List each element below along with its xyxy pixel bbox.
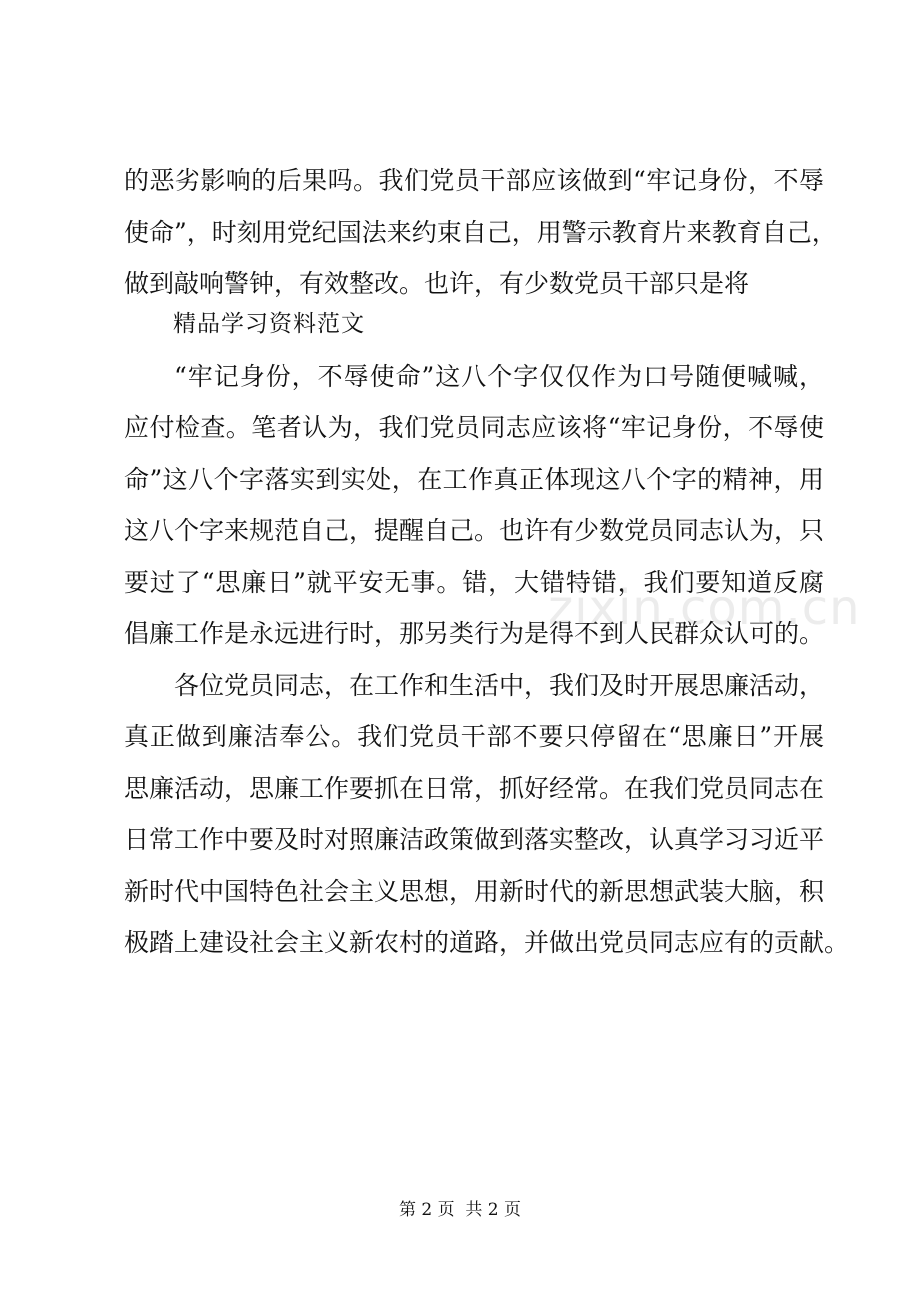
- paragraph-line: 日常工作中要及时对照廉洁政策做到落实整改，认真学习习近平: [124, 825, 825, 854]
- paragraph-line: 新时代中国特色社会主义思想，用新时代的新思想武装大脑，积: [124, 877, 825, 906]
- section-caption: 精品学习资料范文: [173, 311, 365, 337]
- paragraph-line: 要过了“思廉日”就平安无事。错，大错特错，我们要知道反腐: [124, 568, 824, 597]
- paragraph-line: 的恶劣影响的后果吗。我们党员干部应该做到“牢记身份，不辱: [124, 166, 824, 195]
- paragraph-line: 命”这八个字落实到实处，在工作真正体现这八个字的精神，用: [124, 465, 824, 494]
- paragraph-line: 极踏上建设社会主义新农村的道路，并做出党员同志应有的贡献。: [124, 928, 850, 957]
- paragraph-line: 做到敲响警钟，有效整改。也许，有少数党员干部只是将: [124, 269, 750, 298]
- page-footer: 第 2 页 共 2 页: [398, 1200, 522, 1220]
- paragraph-line: 各位党员同志，在工作和生活中，我们及时开展思廉活动，: [174, 671, 825, 700]
- watermark: zixin.com.cn: [548, 580, 861, 636]
- paragraph-line: 倡廉工作是永远进行时，那另类行为是得不到人民群众认可的。: [124, 619, 825, 648]
- paragraph-line: 应付检查。笔者认为，我们党员同志应该将“牢记身份，不辱使: [124, 413, 824, 442]
- paragraph-line: 使命”，时刻用党纪国法来约束自己，用警示教育片来教育自己，: [124, 218, 837, 247]
- paragraph-line: 这八个字来规范自己，提醒自己。也许有少数党员同志认为，只: [124, 516, 825, 545]
- paragraph-line: “牢记身份，不辱使命”这八个字仅仅作为口号随便喊喊，: [174, 362, 824, 391]
- paragraph-line: 真正做到廉洁奉公。我们党员干部不要只停留在“思廉日”开展: [124, 722, 824, 751]
- paragraph-line: 思廉活动，思廉工作要抓在日常，抓好经常。在我们党员同志在: [124, 774, 825, 803]
